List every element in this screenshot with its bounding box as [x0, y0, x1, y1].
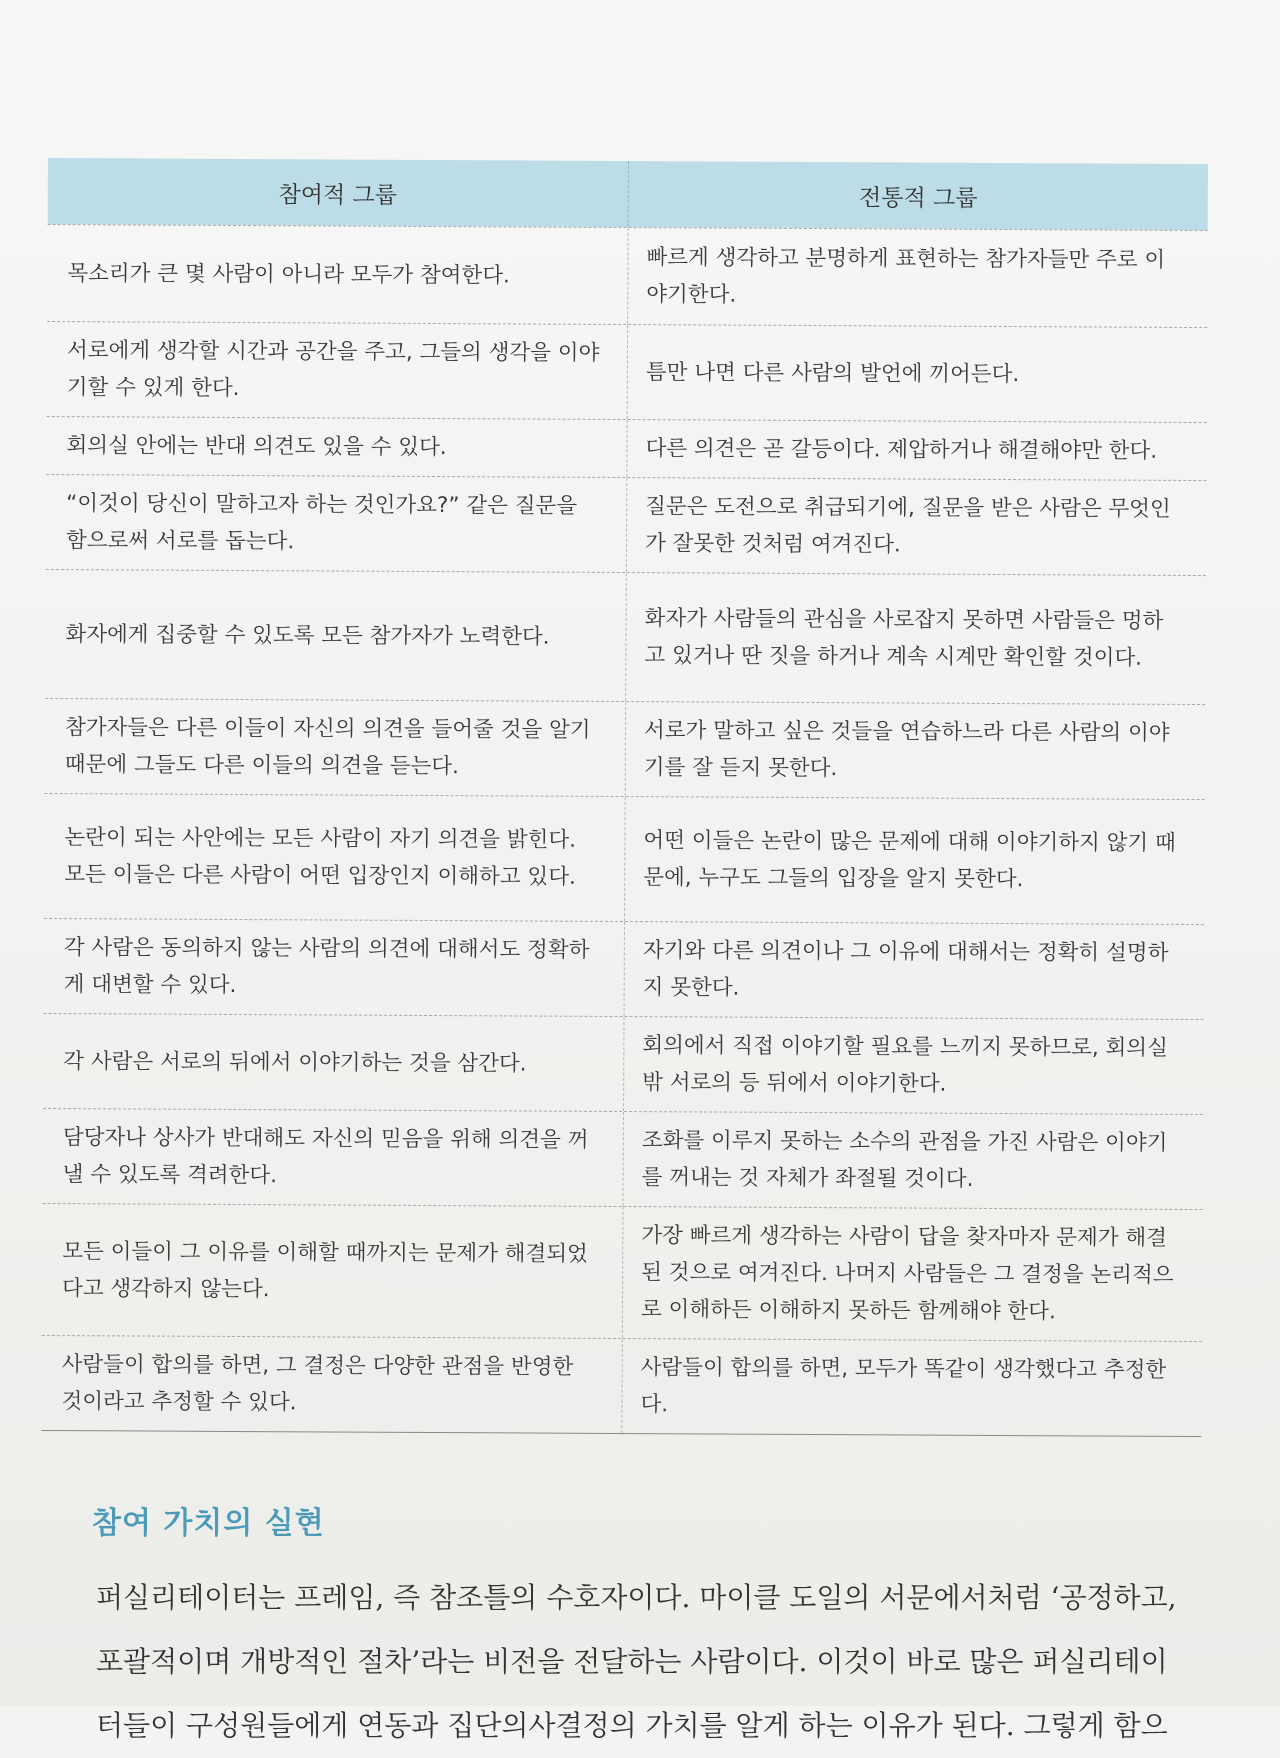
- table-row: [44, 793, 1205, 924]
- table-row: [46, 416, 1206, 480]
- traditional-cell: 서로가 말하고 싶은 것들을 연습하느라 다른 사람의 이야기를 잘 듣지 못한다.: [625, 702, 1205, 799]
- participatory-cell: 담당자나 상사가 반대해도 자신의 믿음을 위해 의견을 꺼낼 수 있도록 격려한다.: [62, 1125, 589, 1189]
- table-row: [45, 569, 1206, 704]
- table-row: [45, 698, 1205, 799]
- participatory-cell: 화자에게 집중할 수 있도록 모든 참가자가 노력한다.: [65, 621, 550, 650]
- participatory-cell: “이것이 당신이 말하고자 하는 것인가요?” 같은 질문을 함으로써 서로를 돕는다.: [65, 491, 578, 555]
- header-traditional-group: 전통적 그룹: [628, 161, 1208, 230]
- traditional-cell: 자기와 다른 의견이나 그 이유에 대해서는 정확히 설명하지 못한다.: [624, 922, 1204, 1019]
- participatory-cell: 사람들이 합의를 하면, 그 결정은 다양한 관점을 반영한 것이라고 추정할 수 있다.: [61, 1352, 574, 1416]
- header-participatory-group: 참여적 그룹: [278, 181, 398, 209]
- traditional-cell: 다른 의견은 곧 갈등이다. 제압하거나 해결해야만 한다.: [626, 420, 1206, 480]
- body-paragraph: [96, 1566, 1196, 1758]
- table-row: [43, 1013, 1203, 1114]
- participatory-cell: 각 사람은 서로의 뒤에서 이야기하는 것을 삼간다.: [63, 1048, 527, 1077]
- traditional-cell: 어떤 이들은 논란이 많은 문제에 대해 이야기하지 않기 때문에, 누구도 그들의 입장을 알지 못한다.: [624, 797, 1205, 924]
- comparison-table: [41, 158, 1208, 1437]
- participatory-cell: 서로에게 생각할 시간과 공간을 주고, 그들의 생각을 이야기할 수 있게 한다.: [66, 338, 600, 402]
- traditional-cell: 사람들이 합의를 하면, 모두가 똑같이 생각했다고 추정한다.: [621, 1339, 1201, 1436]
- table-row: [47, 224, 1207, 327]
- traditional-cell: 회의에서 직접 이야기할 필요를 느끼지 못하므로, 회의실 밖 서로의 등 뒤에서 이야기한다.: [623, 1017, 1203, 1114]
- traditional-cell: 조화를 이루지 못하는 소수의 관점을 가진 사람은 이야기를 꺼내는 것 자체가 좌절될 것이다.: [623, 1112, 1203, 1209]
- table-row: [46, 474, 1206, 575]
- participatory-cell: 모든 이들이 그 이유를 이해할 때까지는 문제가 해결되었다고 생각하지 않는다.: [62, 1238, 588, 1302]
- traditional-cell: 빠르게 생각하고 분명하게 표현하는 참가자들만 주로 이야기한다.: [627, 228, 1207, 327]
- participatory-cell: 회의실 안에는 반대 의견도 있을 수 있다.: [66, 433, 447, 461]
- paragraph-line: 퍼실리테이터는 프레임, 즉 참조틀의 수호자이다. 마이클 도일의 서문에서처럼 ‘공정하고,: [96, 1581, 1177, 1614]
- table-header: [48, 158, 1208, 230]
- paragraph-line: 포괄적이며 개방적인 절차’라는 비전을 전달하는 사람이다. 이것이 바로 많은 퍼실리테이: [96, 1645, 1168, 1678]
- section-title: 참여 가치의 실현: [92, 1506, 325, 1541]
- traditional-cell: 질문은 도전으로 취급되기에, 질문을 받은 사람은 무엇인가 잘못한 것처럼 여겨진다.: [626, 478, 1206, 575]
- traditional-cell: 틈만 나면 다른 사람의 발언에 끼어든다.: [627, 325, 1207, 422]
- table-row: [41, 1335, 1201, 1436]
- table-row: [47, 321, 1207, 422]
- table-row: [44, 918, 1204, 1019]
- participatory-cell: 참가자들은 다른 이들이 자신의 의견을 들어줄 것을 알기 때문에 그들도 다른 이들의 의견을 듣는다.: [64, 715, 591, 780]
- table-row: [42, 1203, 1203, 1341]
- participatory-cell: 각 사람은 동의하지 않는 사람의 의견에 대해서도 정확하게 대변할 수 있다.: [63, 935, 590, 998]
- traditional-cell: 화자가 사람들의 관심을 사로잡지 못하면 사람들은 멍하고 있거나 딴 짓을 하거나 계속 시계만 확인할 것이다.: [625, 573, 1206, 704]
- participatory-cell: 목소리가 큰 몇 사람이 아니라 모두가 참여한다.: [67, 260, 510, 288]
- participatory-cell: 논란이 되는 사안에는 모든 사람이 자기 의견을 밝힌다. 모든 이들은 다른 사람이 어떤 입장인지 이해하고 있다.: [64, 825, 577, 890]
- paragraph-line: 터들이 구성원들에게 연동과 집단의사결정의 가치를 알게 하는 이유가 된다. 그렇게 함으: [96, 1709, 1168, 1742]
- table-row: [43, 1108, 1203, 1209]
- traditional-cell: 가장 빠르게 생각하는 사람이 답을 찾자마자 문제가 해결된 것으로 여겨진다. 나머지 사람들은 그 결정을 논리적으로 이해하든 이해하지 못하든 함께해야 한다.: [622, 1207, 1203, 1341]
